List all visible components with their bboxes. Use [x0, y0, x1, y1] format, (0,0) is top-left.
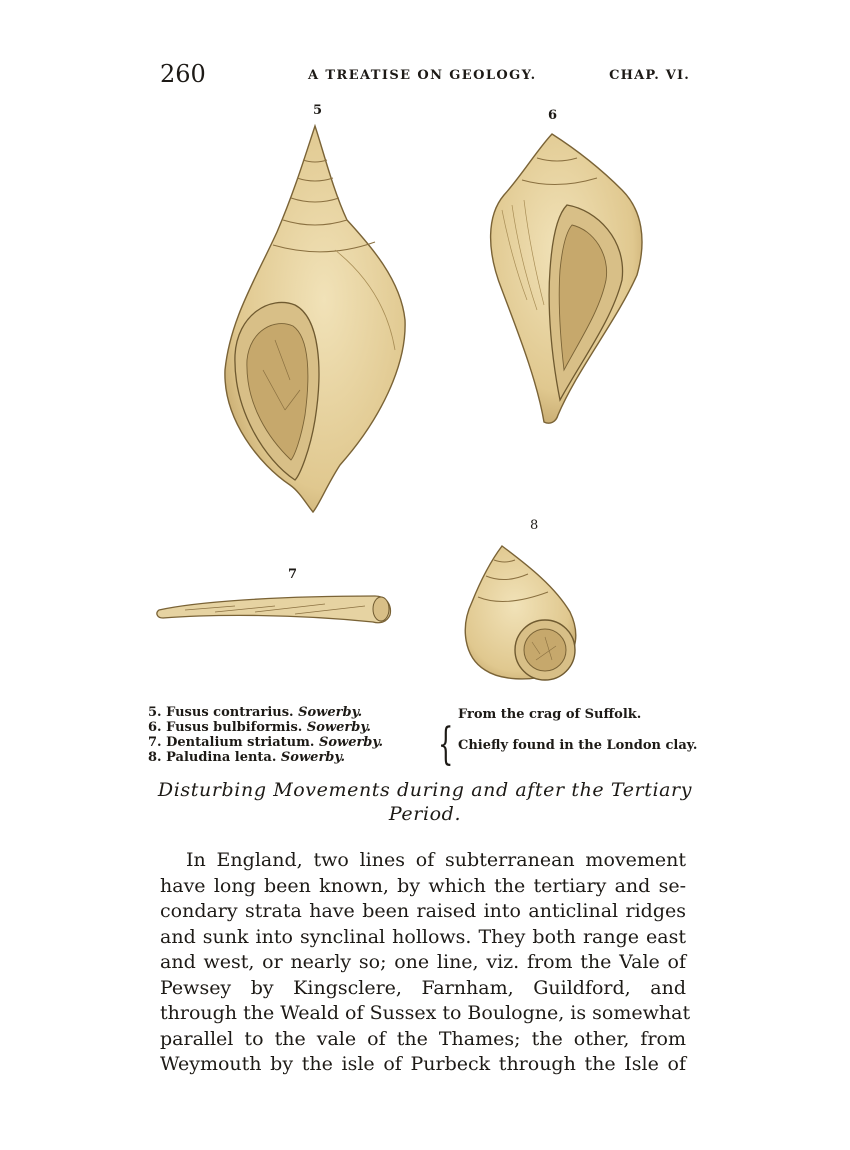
- figure-caption-list: [148, 705, 383, 765]
- figure-6-fusus-bulbiformis-illustration: [482, 130, 647, 430]
- page-header: [160, 60, 700, 90]
- body-line: have long been known, by which the tertiary and se-: [160, 874, 686, 897]
- section-title: [150, 778, 700, 826]
- body-line: through the Weald of Sussex to Boulogne, is somewhat: [160, 1002, 691, 1024]
- body-line: condary strata have been raised into anticlinal ridges: [160, 900, 686, 922]
- caption-species: 8. Paludina lenta.: [148, 750, 277, 765]
- figure-8-paludina-lenta-illustration: [460, 542, 585, 687]
- caption-item: [148, 735, 383, 750]
- section-title-line-1: Disturbing Movements during and after the Tertiary: [157, 779, 693, 801]
- page-number: 260: [160, 60, 206, 88]
- body-line: Pewsey by Kingsclere, Farnham, Guildford, and: [160, 976, 686, 999]
- chapter-label: CHAP. VI.: [609, 68, 690, 83]
- body-line: and sunk into synclinal hollows. They both range east: [160, 925, 686, 948]
- caption-crag-note: From the crag of Suffolk.: [458, 707, 642, 722]
- figure-8-label: 8: [530, 518, 539, 533]
- figure-6-label: 6: [548, 108, 558, 123]
- caption-author: Sowerby.: [280, 750, 345, 765]
- caption-author: Sowerby.: [318, 735, 383, 750]
- figure-7-dentalium-striatum-illustration: [155, 588, 395, 628]
- caption-item: [148, 705, 383, 720]
- running-title: A TREATISE ON GEOLOGY.: [308, 68, 537, 83]
- body-line: parallel to the vale of the Thames; the other, from: [160, 1027, 686, 1050]
- section-title-line-2: Period.: [388, 803, 462, 825]
- caption-brace: {: [438, 719, 454, 770]
- figure-7-label: 7: [288, 567, 298, 582]
- caption-author: Sowerby.: [298, 705, 363, 720]
- body-line: and west, or nearly so; one line, viz. from the Vale of: [160, 951, 686, 973]
- figure-5-label: 5: [313, 103, 323, 118]
- caption-item: [148, 720, 383, 735]
- caption-species: 7. Dentalium striatum.: [148, 735, 315, 750]
- figure-5-fusus-contrarius-illustration: [215, 120, 415, 520]
- caption-item: [148, 750, 383, 765]
- caption-author: Sowerby.: [306, 720, 371, 735]
- caption-clay-note: Chiefly found in the London clay.: [458, 738, 698, 753]
- caption-species: 6. Fusus bulbiformis.: [148, 720, 303, 735]
- body-line: In England, two lines of subterranean movement: [186, 849, 686, 871]
- body-line: Weymouth by the isle of Purbeck through the Isle of: [160, 1053, 686, 1075]
- caption-species: 5. Fusus contrarius.: [148, 705, 294, 720]
- body-paragraph: [160, 848, 691, 1078]
